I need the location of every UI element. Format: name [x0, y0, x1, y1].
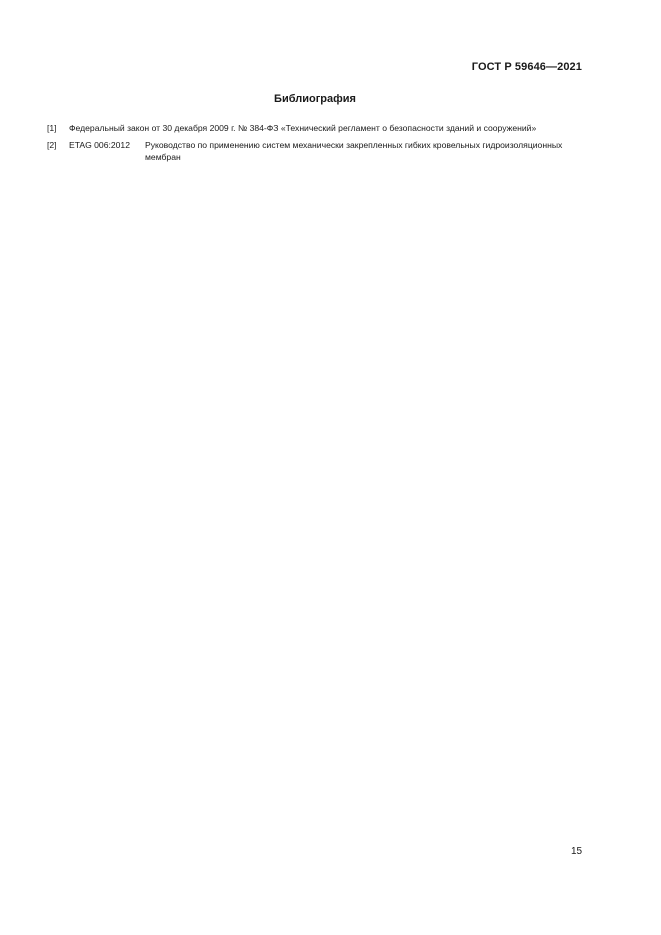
- bibliography-entry-1: [47, 122, 587, 135]
- document-code-header: ГОСТ Р 59646—2021: [471, 61, 582, 73]
- page-number: 15: [571, 846, 583, 857]
- bibliography-entry-2: [47, 139, 587, 164]
- bibliography-entry-number: [1]: [47, 123, 57, 133]
- bibliography-entry-number: [2]: [47, 139, 57, 150]
- bibliography-entry-text: Руководство по применению систем механически закрепленных гибких кровельных гидроизоляционных мембран: [145, 139, 563, 162]
- bibliography-title: Библиография: [274, 93, 356, 105]
- bibliography-entry-text: Федеральный закон от 30 декабря 2009 г. № 384-ФЗ «Технический регламент о безопасности зданий и сооружений»: [69, 123, 537, 133]
- bibliography-entry-code: ETAG 006:2012: [69, 139, 130, 150]
- bibliography-list: [47, 122, 587, 168]
